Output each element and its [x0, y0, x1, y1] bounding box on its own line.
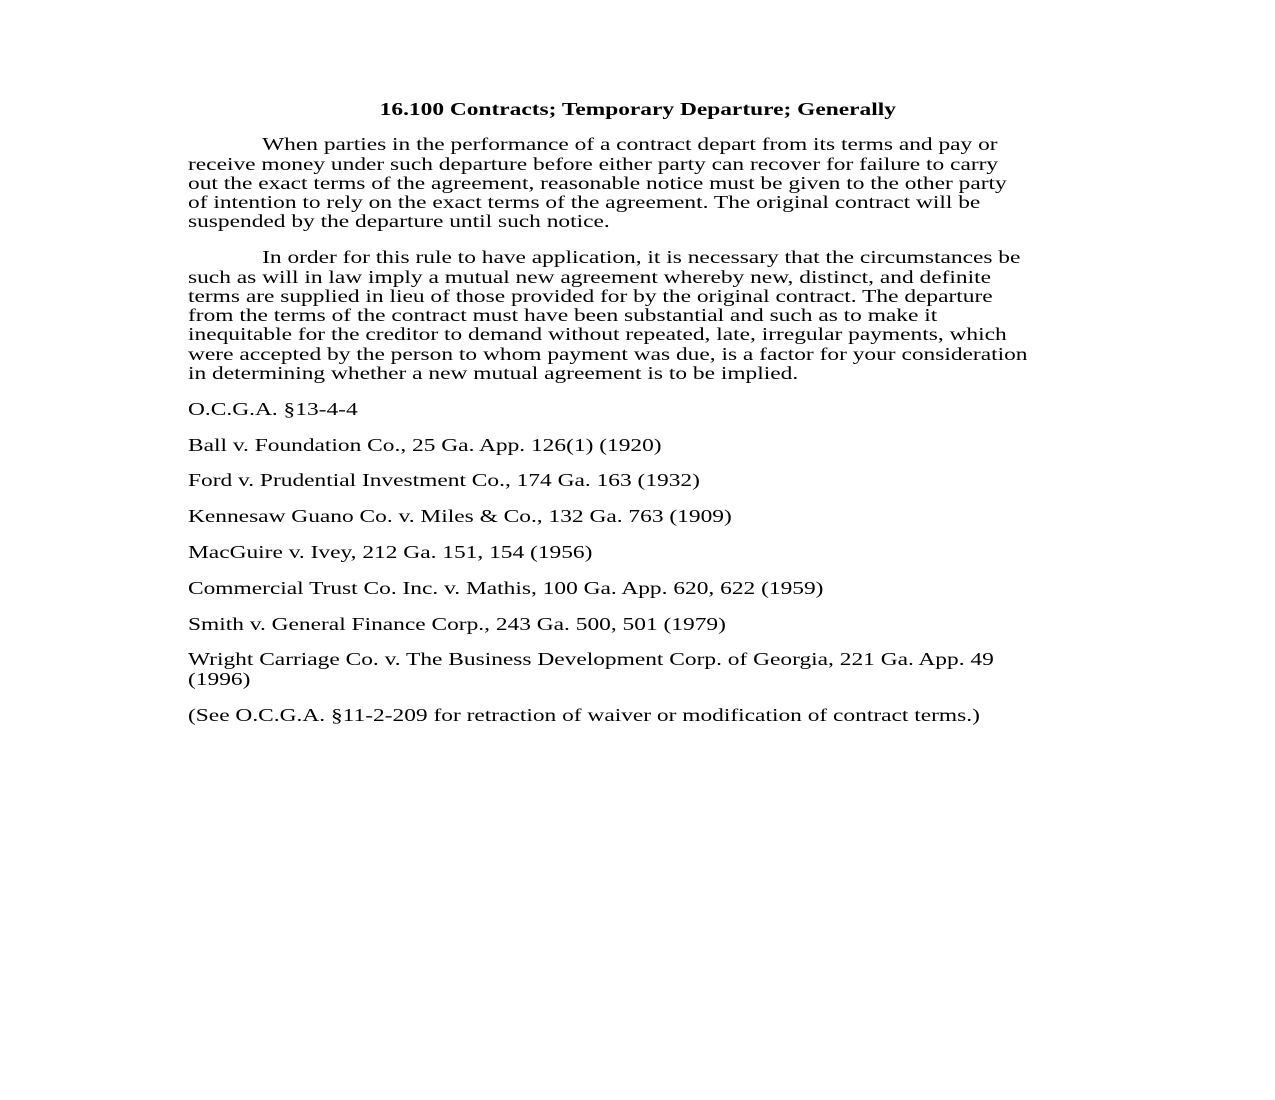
citation-line: Wright Carriage Co. v. The Business Development Corp. of Georgia, 221 Ga. App. 49 — [188, 649, 994, 670]
citation — [188, 543, 1088, 562]
body-paragraph-line: from the terms of the contract must have been substantial and such as to make it — [188, 305, 938, 326]
body-paragraph-line: suspended by the departure until such notice. — [188, 211, 610, 232]
section-title: 16.100 Contracts; Temporary Departure; Generally — [379, 99, 896, 119]
body-paragraph-line: terms are supplied in lieu of those provided for by the original contract. The departure — [188, 285, 993, 306]
citation — [188, 706, 1088, 725]
citation — [188, 400, 1088, 419]
body-paragraph — [188, 135, 1088, 231]
citation-line: MacGuire v. Ivey, 212 Ga. 151, 154 (1956) — [188, 542, 593, 563]
citation — [188, 579, 1088, 598]
citation-line: (1996) — [188, 668, 251, 689]
citation — [188, 471, 1088, 490]
citation-line: Ball v. Foundation Co., 25 Ga. App. 126(1) (1920) — [188, 434, 662, 455]
body-paragraph-line: inequitable for the creditor to demand without repeated, late, irregular payments, which — [188, 324, 1007, 345]
citation — [188, 507, 1088, 526]
citation — [188, 650, 1088, 689]
citation-line: Ford v. Prudential Investment Co., 174 Ga. 163 (1932) — [188, 470, 700, 491]
body-paragraph — [188, 248, 1088, 383]
body-paragraph-line: out the exact terms of the agreement, reasonable notice must be given to the other party — [188, 172, 1007, 193]
citation — [188, 615, 1088, 634]
body-paragraph-line: In order for this rule to have application, it is necessary that the circumstances be — [262, 247, 1021, 268]
citation-line: O.C.G.A. §13-4-4 — [188, 398, 358, 419]
body-paragraph-line: were accepted by the person to whom payment was due, is a factor for your consideration — [188, 343, 1028, 364]
body-paragraph-line: in determining whether a new mutual agreement is to be implied. — [188, 363, 799, 384]
body-paragraph-line: such as will in law imply a mutual new agreement whereby new, distinct, and definite — [188, 266, 991, 287]
citation-line: Smith v. General Finance Corp., 243 Ga. 500, 501 (1979) — [188, 613, 726, 634]
body-paragraph-line: When parties in the performance of a contract depart from its terms and pay or — [262, 134, 998, 155]
citation — [188, 436, 1088, 455]
citation-line: (See O.C.G.A. §11-2-209 for retraction of waiver or modification of contract terms.) — [188, 704, 980, 725]
citation-line: Kennesaw Guano Co. v. Miles & Co., 132 Ga. 763 (1909) — [188, 506, 732, 527]
citation-line: Commercial Trust Co. Inc. v. Mathis, 100 Ga. App. 620, 622 (1959) — [188, 577, 824, 598]
document-body — [188, 100, 1088, 741]
body-paragraph-line: receive money under such departure before either party can recover for failure to carry — [188, 153, 999, 174]
body-paragraph-line: of intention to rely on the exact terms of the agreement. The original contract will be — [188, 192, 981, 213]
